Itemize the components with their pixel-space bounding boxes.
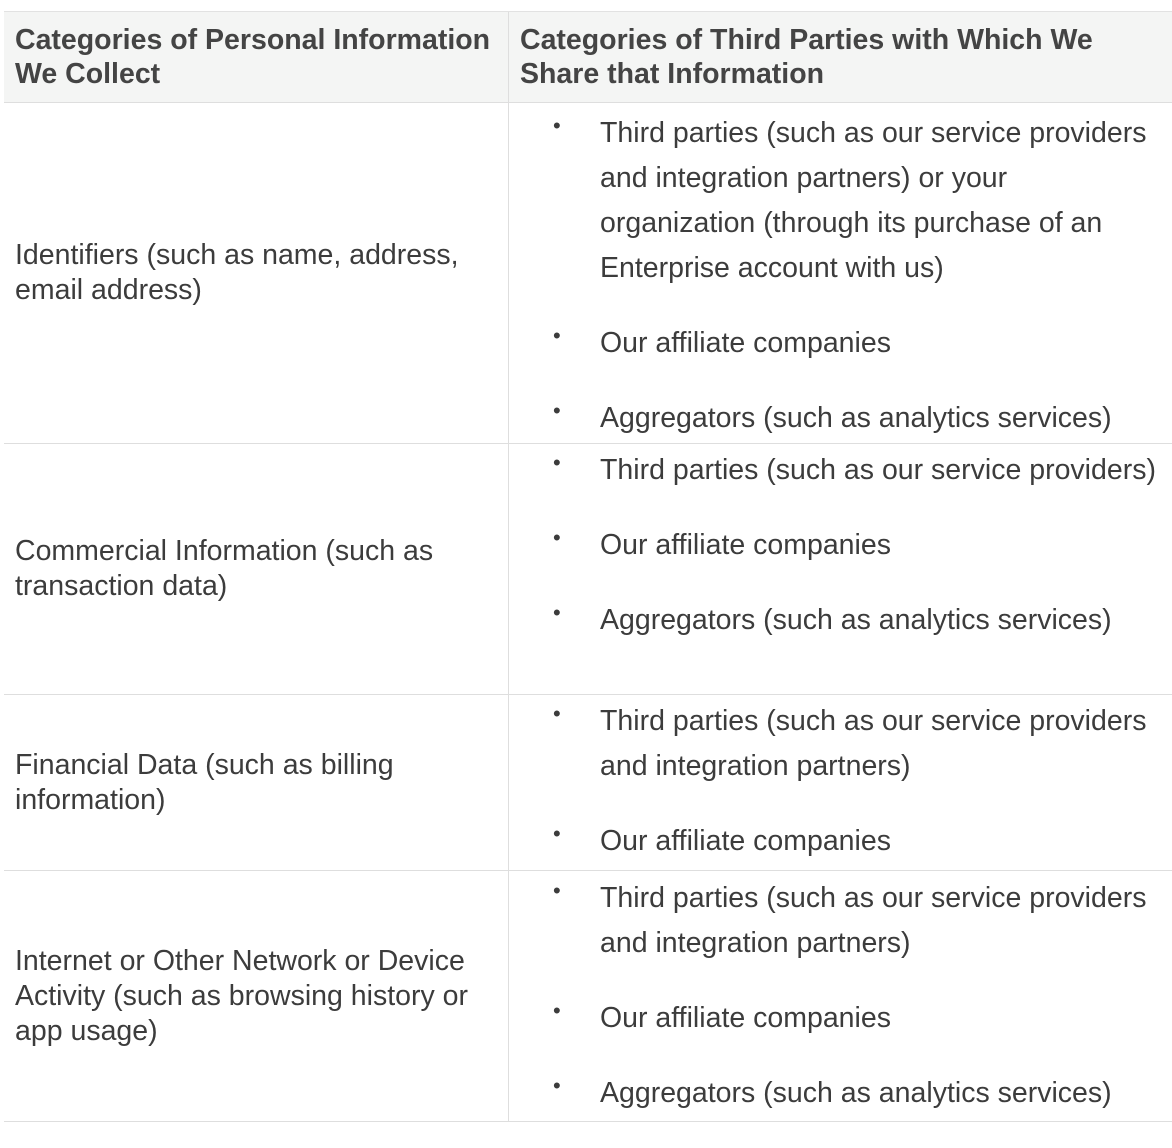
list-item-text: Aggregators (such as analytics services)	[600, 604, 1112, 636]
third-party-list	[520, 876, 1162, 1116]
list-item	[520, 598, 1162, 643]
list-item-text: Third parties (such as our service providers and integration partners) or your organization (through its purchase of an Enterprise account with us)	[600, 117, 1147, 284]
table-row	[4, 695, 1172, 871]
bullet-icon: •	[553, 600, 561, 625]
list-item-text: Our affiliate companies	[600, 327, 891, 359]
table-row	[4, 444, 1172, 695]
category-cell: Commercial Information (such as transaction data)	[4, 444, 509, 694]
bullet-icon: •	[553, 1073, 561, 1098]
list-item	[520, 699, 1162, 789]
list-item-text: Third parties (such as our service providers and integration partners)	[600, 882, 1147, 959]
list-item	[520, 111, 1162, 291]
list-item	[520, 996, 1162, 1041]
third-party-cell	[509, 444, 1172, 694]
list-item	[520, 321, 1162, 366]
category-cell: Financial Data (such as billing information)	[4, 695, 509, 870]
header-personal-info-categories: Categories of Personal Information We Collect	[4, 12, 509, 102]
third-party-list	[520, 699, 1162, 864]
list-item	[520, 819, 1162, 864]
bullet-icon: •	[553, 998, 561, 1023]
bullet-icon: •	[553, 525, 561, 550]
list-item-text: Our affiliate companies	[600, 529, 891, 561]
third-party-list	[520, 111, 1162, 441]
bullet-icon: •	[553, 398, 561, 423]
bullet-icon: •	[553, 450, 561, 475]
category-cell: Internet or Other Network or Device Activity (such as browsing history or app usage)	[4, 871, 509, 1121]
list-item-text: Aggregators (such as analytics services)	[600, 402, 1112, 434]
list-item	[520, 523, 1162, 568]
table-header-row	[4, 12, 1172, 103]
list-item	[520, 876, 1162, 966]
third-party-list	[520, 448, 1162, 643]
bullet-icon: •	[553, 821, 561, 846]
bullet-icon: •	[553, 323, 561, 348]
list-item-text: Our affiliate companies	[600, 825, 891, 857]
bullet-icon: •	[553, 701, 561, 726]
list-item-text: Third parties (such as our service providers)	[600, 454, 1156, 486]
list-item-text: Aggregators (such as analytics services)	[600, 1077, 1112, 1109]
header-third-party-categories: Categories of Third Parties with Which We Share that Information	[520, 24, 1093, 90]
list-item	[520, 448, 1162, 493]
third-party-cell	[509, 871, 1172, 1121]
list-item	[520, 396, 1162, 441]
third-party-cell	[509, 695, 1172, 870]
table-row	[4, 103, 1172, 444]
category-cell: Identifiers (such as name, address, email address)	[4, 103, 509, 443]
table-row	[4, 871, 1172, 1122]
bullet-icon: •	[553, 113, 561, 138]
data-sharing-table	[4, 11, 1172, 1122]
list-item	[520, 1071, 1162, 1116]
third-party-cell	[509, 103, 1172, 443]
bullet-icon: •	[553, 878, 561, 903]
list-item-text: Our affiliate companies	[600, 1002, 891, 1034]
list-item-text: Third parties (such as our service providers and integration partners)	[600, 705, 1147, 782]
